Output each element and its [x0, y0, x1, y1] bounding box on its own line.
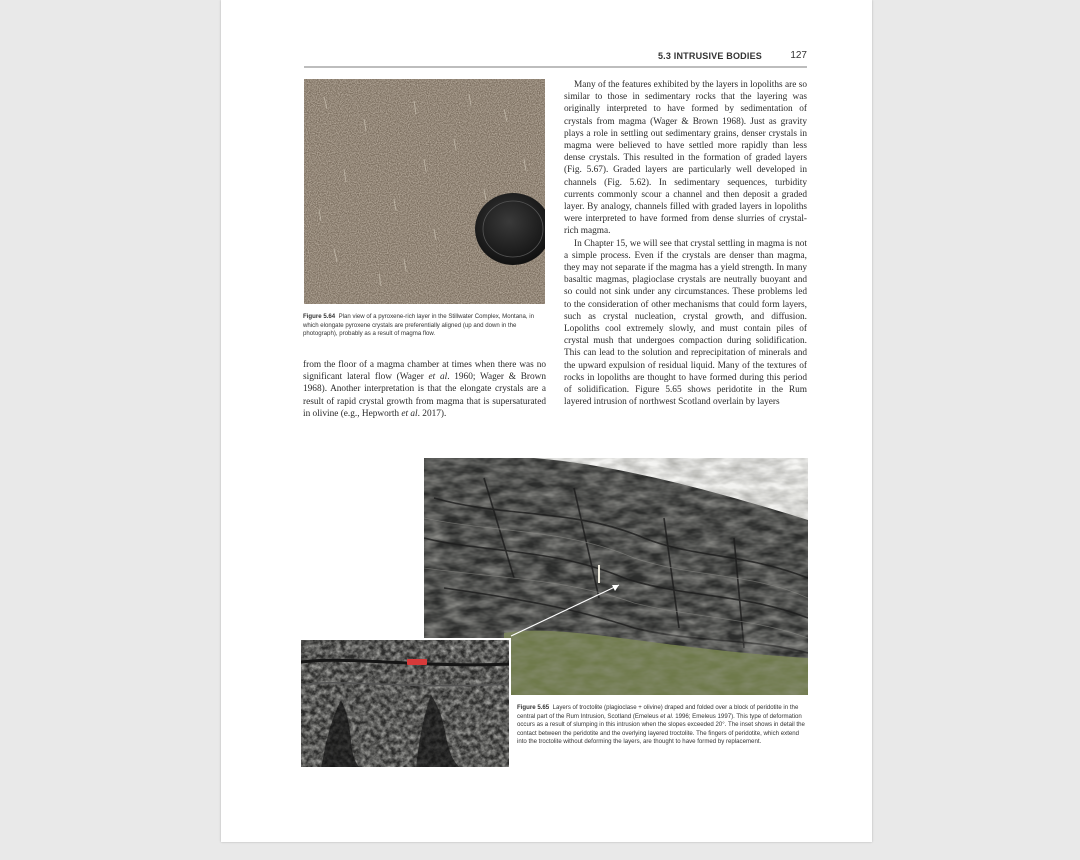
page-number: 127 — [790, 50, 807, 61]
figure-5-65-inset — [301, 638, 511, 767]
document-page — [221, 0, 872, 842]
paragraph: In Chapter 15, we will see that crystal settling in magma is not a simple process. Even if the crystals are denser than magma, they may not separate if the magma has a yield strength. In many basaltic magmas, plagioclase crystals are neutrally buoyant and so could not sink under any circumstances. These problems led to the consideration of other mechanisms that could form layers, such as crystal nucleation, crystal growth, and diffusion. Lopoliths cool extremely slowly, and must contain piles of crystal mush that undergoes compaction during solidification. This can lead to the solution and reprecipitation of minerals and the upward expulsion of residual liquid. Many of the textures of rocks in lopoliths are thought to have formed during this period of solidification. Figure 5.65 shows peridotite in the Rum layered intrusion of northwest Scotland overlain by layers — [564, 238, 807, 408]
figure-5-64-label: Figure 5.64 — [303, 313, 336, 320]
left-column-text — [303, 359, 546, 420]
section-title: 5.3 INTRUSIVE BODIES — [657, 51, 762, 61]
figure-5-64-caption-text: Plan view of a pyroxene-rich layer in the Stillwater Complex, Montana, in which elongate pyroxene crystals are preferentially aligned (up and down in the photograph), probably as a result of magma flow. — [303, 313, 535, 338]
pyroxene-layer-photo — [304, 79, 545, 304]
scale-marker — [598, 565, 600, 583]
paragraph: from the floor of a magma chamber at times when there was no significant lateral flow (Wager et al. 1960; Wager & Brown 1968). Another interpretation is that the elongate crystals are a result of rapid crystal growth from magma that is supersaturated in olivine (e.g., Hepworth et al. 2017). — [303, 360, 546, 419]
figure-5-64-caption — [303, 313, 549, 339]
paragraph: Many of the features exhibited by the layers in lopoliths are so similar to those in sedimentary rocks that the layering was originally interpreted to have formed by sedimentation of crystals from magma (Wager & Brown 1968). Just as gravity plays a role in settling out sedimentary grains, denser crystals in magma were believed to have settled more rapidly than less dense crystals. This resulted in the formation of graded layers (Fig. 5.67). Graded layers are particularly well developed in channels (Fig. 5.62). In sedimentary sequences, turbidity currents commonly scour a channel and then deposit a graded layer. By analogy, channels filled with graded layers in lopoliths were interpreted to have formed from dense slurries of crystal-rich magma. — [564, 80, 807, 237]
figure-5-65-label: Figure 5.65 — [517, 704, 550, 711]
figure-5-65-caption: Figure 5.65 Layers of troctolite (plagioclase + olivine) draped and folded over a block of peridotite in the central part of the Rum Intrusion, Scotland (Emeleus et al. 1996; Emeleus 1997). This type of deformation occurs as a result of slumping in this intrusion when the slopes exceeded 20°. The inset shows in detail the contact between the peridotite and the overlying layered troctolite. The fingers of peridotite, which extend into the troctolite without deforming the layers, are thought to have formed by replacement. — [517, 704, 805, 746]
running-head — [304, 50, 807, 68]
right-column-text — [564, 79, 807, 408]
red-scale-marker — [407, 659, 427, 665]
figure-5-64-photo — [304, 79, 545, 304]
contact-detail-photo — [301, 640, 511, 767]
